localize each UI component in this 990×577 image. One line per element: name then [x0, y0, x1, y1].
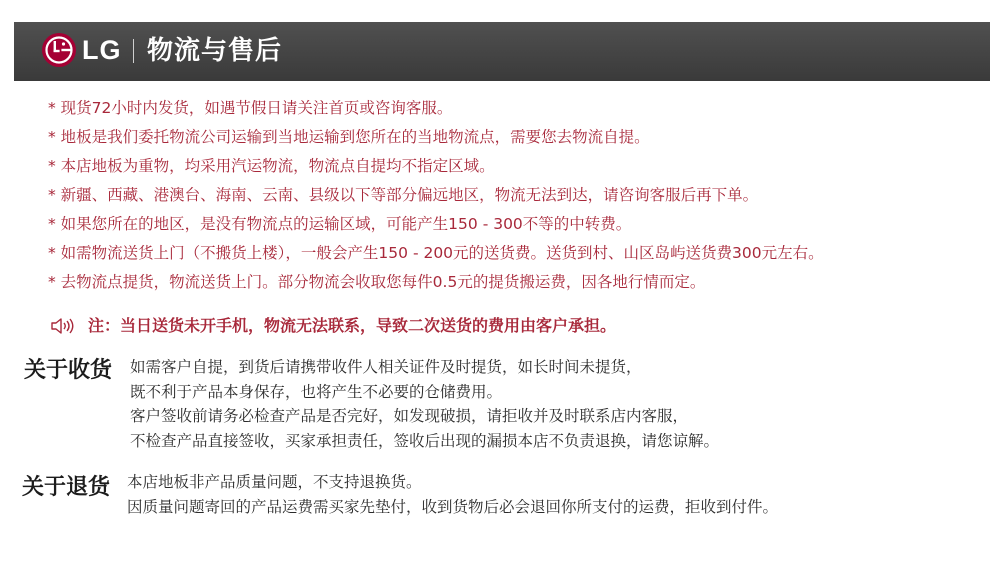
returns-body	[127, 470, 778, 519]
note-item: * 如需物流送货上门（不搬货上楼），一般会产生150 - 200元的送货费。送货到村、山区岛屿送货费300元左右。	[48, 244, 824, 262]
note-item: * 如果您所在的地区，是没有物流点的运输区域，可能产生150 - 300不等的中转费。	[48, 215, 632, 233]
speaker-icon	[50, 317, 76, 335]
returns-line: 因质量问题寄回的产品运费需买家先垫付，收到货物后必会退回你所支付的运费，拒收到付件。	[127, 497, 779, 516]
brand-name: LG	[82, 35, 122, 65]
receiving-line: 如需客户自提，到货后请携带收件人相关证件及时提货，如长时间未提货，	[130, 358, 642, 376]
returns-heading: 关于退货	[22, 475, 111, 500]
header-divider	[133, 39, 134, 63]
shipping-notes-list	[48, 96, 824, 299]
note-item: * 新疆、西藏、港澳台、海南、云南、县级以下等部分偏远地区，物流无法到达，请咨询客服后再下单。	[48, 186, 759, 204]
lg-logo-icon	[41, 32, 77, 68]
page-title: 物流与售后	[147, 36, 283, 66]
note-item: * 现货72小时内发货，如遇节假日请关注首页或咨询客服。	[48, 99, 453, 117]
notice-text: 注：当日送货未开手机，物流无法联系，导致二次送货的费用由客户承担。	[88, 316, 617, 335]
note-item: * 地板是我们委托物流公司运输到当地运输到您所在的当地物流点，需要您去物流自提。	[48, 128, 650, 146]
returns-line: 本店地板非产品质量问题，不支持退换货。	[127, 473, 422, 491]
header-bar	[14, 22, 990, 81]
receiving-line: 既不利于产品本身保存，也将产生不必要的仓储费用。	[130, 382, 503, 401]
receiving-body	[130, 355, 719, 453]
receiving-line: 客户签收前请务必检查产品是否完好，如发现破损，请拒收并及时联系店内客服，	[130, 407, 689, 425]
note-item: * 本店地板为重物，均采用汽运物流，物流点自提均不指定区域。	[48, 157, 495, 175]
receiving-heading: 关于收货	[24, 358, 113, 383]
note-item: * 去物流点提货，物流送货上门。部分物流会收取您每件0.5元的提货搬运费，因各地行情而定。	[48, 273, 706, 291]
receiving-line: 不检查产品直接签收，买家承担责任，签收后出现的漏损本店不负责退换，请您谅解。	[130, 431, 720, 450]
